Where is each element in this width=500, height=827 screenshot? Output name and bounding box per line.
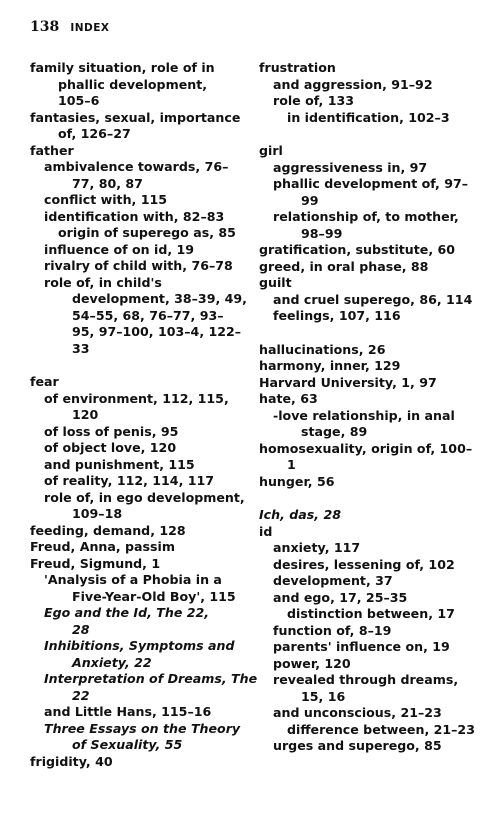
index-entry-line: origin of superego as, 85	[58, 225, 236, 240]
index-entry	[259, 375, 484, 392]
index-entry-line: role of, 133	[273, 93, 355, 108]
index-entry-line: influence of on id, 19	[44, 241, 195, 257]
index-entry-continuation: 99	[301, 192, 319, 208]
index-entry-line: urges and superego, 85	[273, 738, 442, 753]
index-entry-line: of reality, 112, 114, 117	[44, 473, 215, 488]
index-entry	[30, 258, 255, 275]
index-entry-line: frustration	[259, 60, 336, 75]
index-entry	[30, 440, 255, 457]
index-entry-continuation: Five-Year-Old Boy', 115	[72, 588, 236, 604]
index-entry-continuation: 77, 80, 87	[72, 175, 143, 191]
index-entry-line: parents' influence on, 19	[273, 639, 450, 654]
index-entry-line: and unconscious, 21–23	[273, 705, 442, 720]
index-entry-continuation: 105–6	[58, 93, 100, 108]
index-entry-line: 'Analysis of a Phobia in a	[44, 572, 222, 587]
index-entry-line: distinction between, 17	[287, 606, 455, 621]
index-entry	[259, 391, 484, 408]
index-entry-line: Freud, Sigmund, 1	[30, 555, 161, 571]
index-entry-line: hunger, 56	[259, 473, 335, 489]
index-entry	[30, 275, 255, 358]
index-entry	[259, 342, 484, 359]
index-entry-line: and punishment, 115	[44, 456, 195, 472]
index-entry	[30, 704, 255, 721]
page-heading: INDEX	[70, 22, 110, 34]
index-entry-continuation: 33	[72, 340, 90, 356]
index-entry	[259, 524, 484, 541]
index-entry	[259, 623, 484, 640]
index-entry-line: girl	[259, 143, 283, 158]
index-entry	[30, 242, 255, 259]
index-entry-continuation: stage, 89	[301, 424, 368, 439]
index-entry-line: Ego and the Id, The 22,	[44, 605, 210, 620]
index-entry	[30, 143, 255, 160]
index-entry-line: homosexuality, origin of, 100–	[259, 440, 473, 456]
index-entry	[259, 308, 484, 325]
index-entry	[30, 225, 255, 242]
index-entry-line: power, 120	[273, 655, 351, 671]
index-entry-line: anxiety, 117	[273, 540, 361, 555]
index-column-right	[259, 60, 484, 755]
index-entry-line: Interpretation of Dreams, The	[44, 671, 258, 686]
index-entry	[259, 573, 484, 590]
index-entry-continuation: development, 38–39, 49,	[72, 291, 247, 306]
index-entry-line: ambivalence towards, 76–	[44, 159, 229, 174]
index-entry-line: father	[30, 142, 74, 158]
index-entry-line: role of, in child's	[44, 274, 162, 290]
index-entry-line: id	[259, 523, 273, 539]
index-entry	[259, 590, 484, 607]
index-entry	[259, 358, 484, 375]
index-entry	[259, 242, 484, 259]
index-entry-line: conflict with, 115	[44, 192, 167, 207]
page-header	[30, 16, 110, 35]
index-entry	[30, 424, 255, 441]
index-entry	[30, 539, 255, 556]
index-entry-line: guilt	[259, 275, 292, 290]
index-entry-continuation: 22	[72, 687, 90, 703]
index-entry	[30, 671, 258, 704]
index-entry	[30, 209, 255, 226]
index-entry-line: difference between, 21–23	[287, 721, 475, 737]
index-entry-line: rivalry of child with, 76–78	[44, 258, 233, 273]
index-entry-line: Ich, das, 28	[259, 507, 341, 522]
page-number: 138	[30, 19, 60, 35]
index-entry-line: -love relationship, in anal	[273, 407, 455, 423]
index-entry-continuation: phallic development,	[58, 76, 208, 92]
index-entry-line: role of, in ego development,	[44, 489, 245, 505]
index-entry-continuation: 95, 97–100, 103–4, 122–	[72, 324, 242, 339]
index-entry-line: harmony, inner, 129	[259, 358, 401, 373]
index-entry	[30, 754, 255, 771]
index-entry-line: identification with, 82–83	[44, 208, 225, 224]
index-entry-line: gratification, substitute, 60	[259, 242, 456, 257]
index-entry	[259, 540, 484, 557]
index-entry-line: greed, in oral phase, 88	[259, 258, 429, 274]
index-entry	[259, 507, 484, 524]
index-entry	[30, 374, 255, 391]
entry-gap	[259, 490, 484, 507]
index-entry	[30, 638, 255, 671]
index-entry-line: revealed through dreams,	[273, 672, 459, 687]
index-entry-line: of loss of penis, 95	[44, 423, 179, 439]
index-entry	[259, 93, 484, 110]
index-entry-line: feeding, demand, 128	[30, 522, 186, 538]
index-entry	[259, 60, 484, 77]
index-entry	[30, 192, 255, 209]
index-entry-continuation: 109–18	[72, 506, 123, 521]
index-entry	[259, 143, 484, 160]
index-entry-line: hallucinations, 26	[259, 341, 386, 357]
index-entry	[259, 176, 484, 209]
index-entry-line: frigidity, 40	[30, 753, 113, 769]
index-entry-continuation: 1	[287, 457, 296, 472]
index-entry	[30, 721, 255, 754]
index-entry	[259, 408, 484, 441]
index-entry-line: development, 37	[273, 573, 393, 588]
index-entry-line: Freud, Anna, passim	[30, 539, 175, 554]
entry-gap	[30, 357, 255, 374]
index-entry-continuation: 28	[72, 621, 90, 637]
index-entry-line: feelings, 107, 116	[273, 308, 401, 323]
index-entry	[259, 606, 484, 623]
index-entry-line: phallic development of, 97–	[273, 176, 469, 191]
index-entry	[30, 572, 255, 605]
index-entry-continuation: of, 126–27	[58, 126, 131, 141]
index-entry	[259, 672, 484, 705]
index-entry-line: aggressiveness in, 97	[273, 159, 428, 175]
index-entry	[30, 457, 255, 474]
index-entry-continuation: 120	[72, 407, 99, 422]
index-entry	[30, 110, 255, 143]
index-entry-line: in identification, 102–3	[287, 109, 450, 125]
index-entry-continuation: of Sexuality, 55	[72, 737, 183, 752]
index-entry	[259, 209, 484, 242]
index-entry	[30, 605, 255, 638]
index-entry	[259, 160, 484, 177]
index-entry-line: of object love, 120	[44, 440, 177, 455]
index-entry	[259, 441, 484, 474]
index-entry	[259, 639, 484, 656]
index-entry-line: family situation, role of in	[30, 60, 215, 75]
index-entry-line: Harvard University, 1, 97	[259, 374, 437, 390]
index-entry	[259, 259, 484, 276]
index-entry-line: and ego, 17, 25–35	[273, 589, 408, 605]
index-entry	[259, 722, 484, 739]
index-entry	[259, 738, 484, 755]
index-entry-continuation: 15, 16	[301, 688, 346, 704]
index-entry-line: hate, 63	[259, 391, 318, 406]
index-entry	[30, 523, 255, 540]
index-entry	[30, 159, 255, 192]
index-entry-line: relationship of, to mother,	[273, 209, 459, 224]
index-entry-line: fear	[30, 374, 59, 389]
index-entry	[30, 490, 255, 523]
entry-gap	[259, 126, 484, 143]
index-entry	[259, 275, 484, 292]
index-column-left	[30, 60, 258, 770]
index-entry-line: and aggression, 91–92	[273, 76, 433, 92]
index-entry	[259, 705, 484, 722]
index-entry-line: and cruel superego, 86, 114	[273, 291, 473, 307]
index-entry	[259, 656, 484, 673]
index-entry-line: of environment, 112, 115,	[44, 390, 229, 406]
index-entry-continuation: Anxiety, 22	[72, 654, 152, 670]
index-entry	[30, 391, 255, 424]
index-entry-line: and Little Hans, 115–16	[44, 704, 212, 719]
index-entry	[259, 110, 484, 127]
index-entry-continuation: 54–55, 68, 76–77, 93–	[72, 307, 224, 323]
index-entry-continuation: 98–99	[301, 225, 343, 241]
entry-gap	[259, 325, 484, 342]
index-entry-line: Three Essays on the Theory	[44, 720, 241, 736]
index-entry	[259, 474, 484, 491]
index-entry	[259, 292, 484, 309]
index-entry	[259, 557, 484, 574]
index-entry-line: desires, lessening of, 102	[273, 556, 455, 572]
index-entry-line: fantasies, sexual, importance	[30, 109, 241, 125]
index-entry	[30, 60, 255, 110]
index-entry	[30, 473, 255, 490]
index-entry	[259, 77, 484, 94]
index-entry	[30, 556, 255, 573]
index-entry-line: function of, 8–19	[273, 622, 392, 638]
index-entry-line: Inhibitions, Symptoms and	[44, 638, 235, 653]
